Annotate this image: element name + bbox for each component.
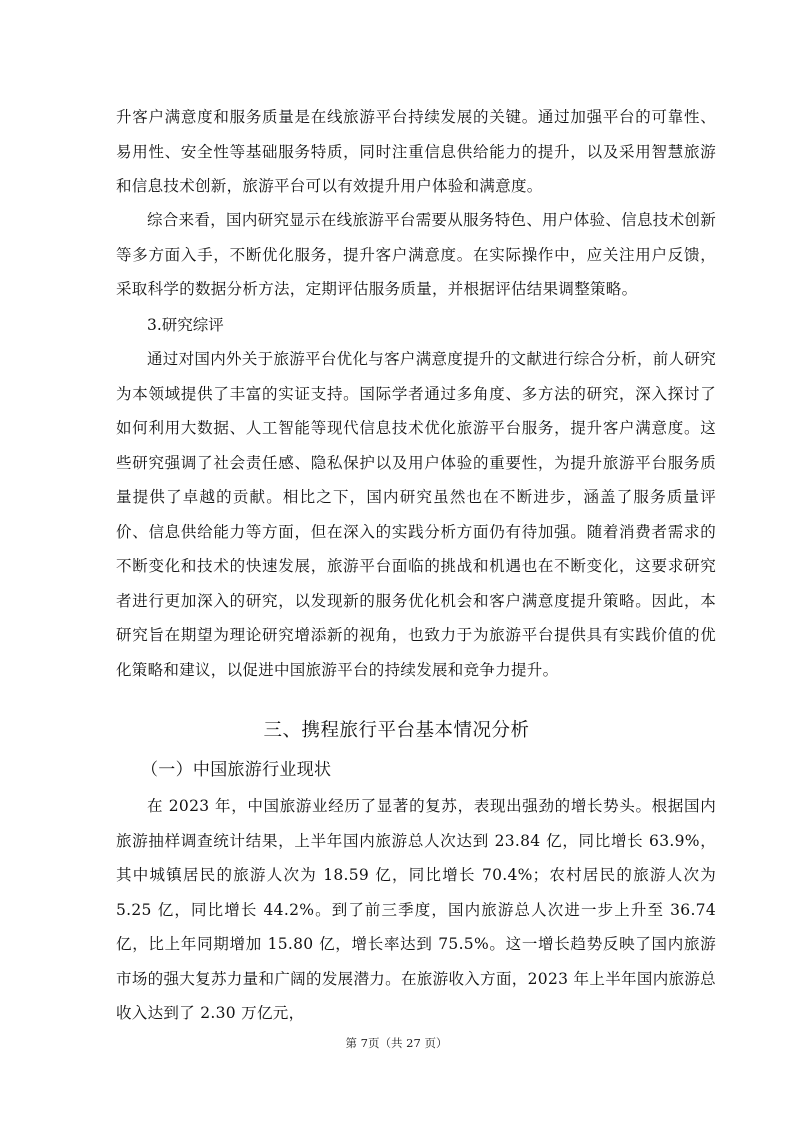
section-heading: 三、携程旅行平台基本情况分析 — [263, 720, 530, 741]
page-footer: 第 7页（共 27 页） — [345, 1036, 448, 1050]
paragraph-industry-status: 在 2023 年，中国旅游业经历了显著的复苏，表现出强劲的增长势头。根据国内旅游抽样调查统计结果，上半年国内旅游总人次达到 23.84 亿，同比增长 63.9%，其中城镇居民的旅游人次为 18.59 亿，同比增长 70.4%；农村居民的旅游人次为 5.25 亿，同比增长 44.2%。到了前三季度，国内旅游总人次进一步上升至 36.74 亿，比上年同期增加 15.80 亿，增长率达到 75.5%。这一增长趋势反映了国内旅游市场的强大复苏力量和广阔的发展潜力。在旅游收入方面，2023 年上半年国内旅游总收入达到了 2.30 万亿元， — [116, 797, 716, 1022]
paragraph-summary: 综合来看，国内研究显示在线旅游平台需要从服务特色、用户体验、信息技术创新等多方面入手，不断优化服务，提升客户满意度。在实际操作中，应关注用户反馈，采取科学的数据分析方法，定期评估服务质量，并根据评估结果调整策略。 — [116, 211, 716, 298]
subheading-research-review: 3.研究综评 — [147, 316, 224, 334]
subsection-heading: （一）中国旅游行业现状 — [141, 760, 332, 780]
paragraph-research-review: 通过对国内外关于旅游平台优化与客户满意度提升的文献进行综合分析，前人研究为本领域提供了丰富的实证支持。国际学者通过多角度、多方法的研究，深入探讨了如何利用大数据、人工智能等现代信息技术优化旅游平台服务，提升客户满意度。这些研究强调了社会责任感、隐私保护以及用户体验的重要性，为提升旅游平台服务质量提供了卓越的贡献。相比之下，国内研究虽然也在不断进步，涵盖了服务质量评价、信息供给能力等方面，但在深入的实践分析方面仍有待加强。随着消费者需求的不断变化和技术的快速发展，旅游平台面临的挑战和机遇也在不断变化，这要求研究者进行更加深入的研究，以发现新的服务优化机会和客户满意度提升策略。因此，本研究旨在期望为理论研究增添新的视角，也致力于为旅游平台提供具有实践价值的优化策略和建议，以促进中国旅游平台的持续发展和竞争力提升。 — [116, 350, 716, 679]
paragraph-continued: 升客户满意度和服务质量是在线旅游平台持续发展的关键。通过加强平台的可靠性、易用性、安全性等基础服务特质，同时注重信息供给能力的提升，以及采用智慧旅游和信息技术创新，旅游平台可以有效提升用户体验和满意度。 — [116, 108, 716, 195]
